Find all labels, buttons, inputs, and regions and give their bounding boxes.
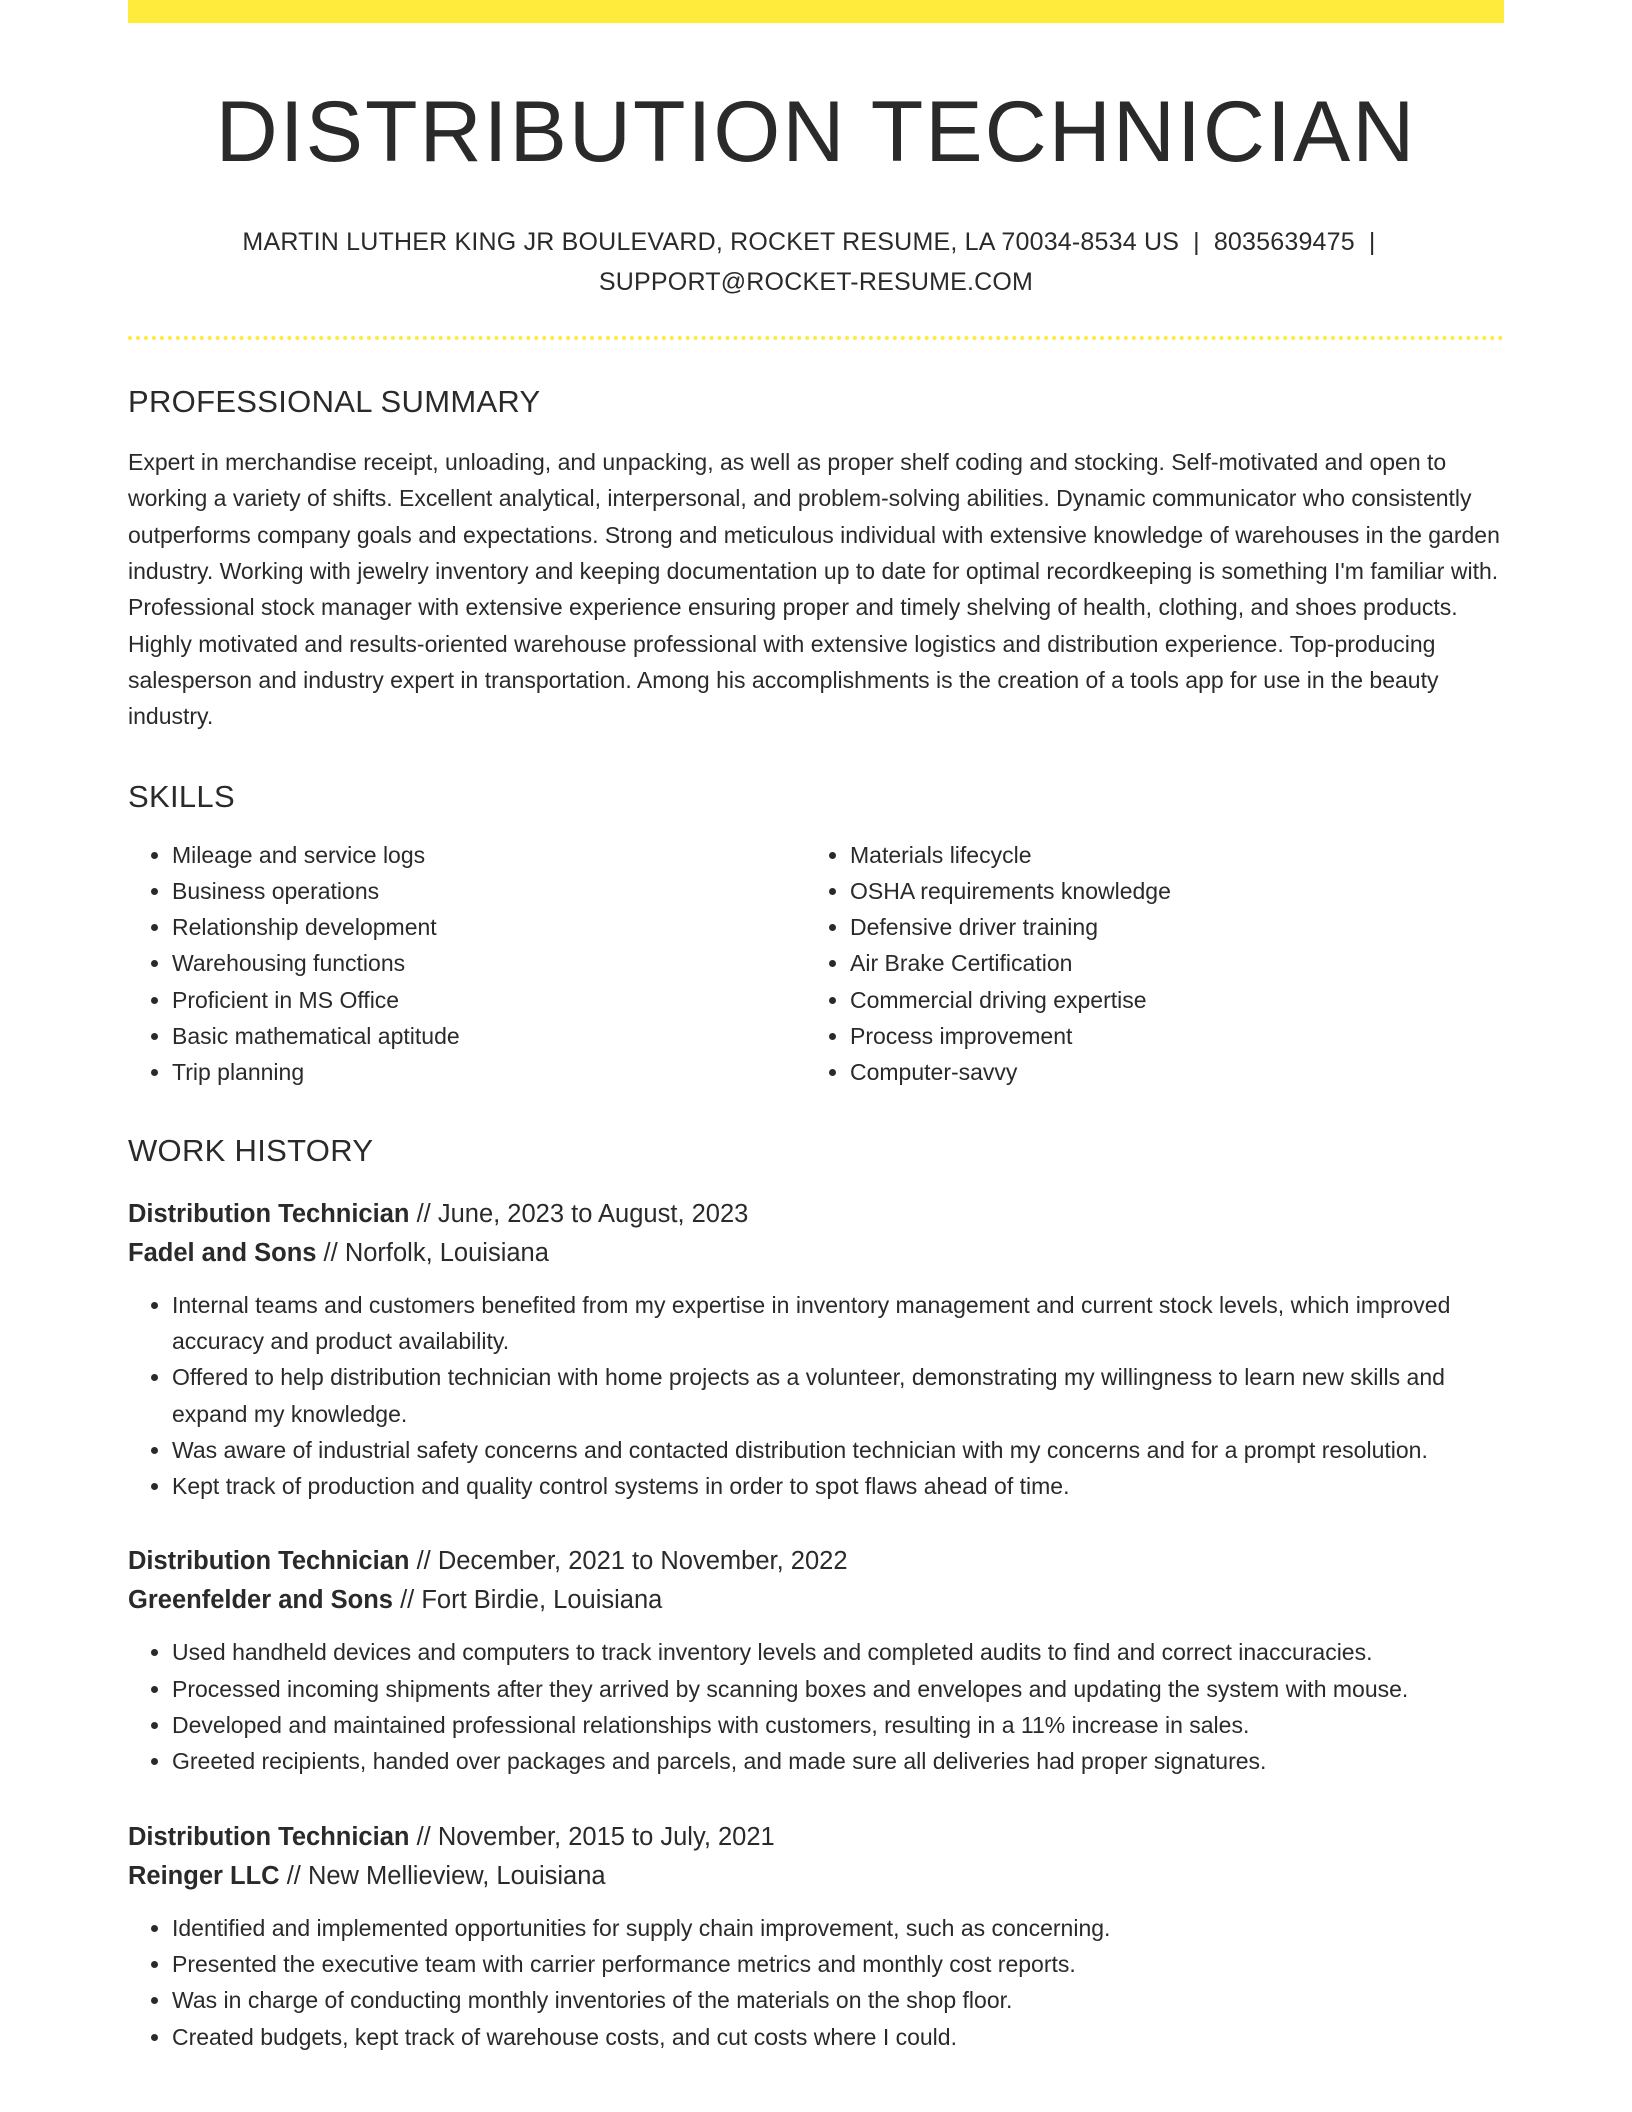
contact-separator: |	[1193, 228, 1200, 257]
job-bullets	[128, 1634, 1504, 1779]
job-bullet: • Created budgets, kept track of warehouse costs, and cut costs where I could.	[172, 2019, 1504, 2055]
job-bullet: • Was in charge of conducting monthly inventories of the materials on the shop floor.	[172, 1982, 1504, 2018]
job-bullet: • Presented the executive team with carrier performance metrics and monthly cost reports.	[172, 1946, 1504, 1982]
work-history-list	[128, 1195, 1504, 2055]
job-entry	[128, 1195, 1504, 1505]
job-separator: //	[416, 1822, 431, 1851]
skill-item: • Computer-savvy	[850, 1054, 1484, 1090]
job-separator: //	[416, 1547, 431, 1576]
job-bullet: • Offered to help distribution technician with home projects as a volunteer, demonstrating my willingness to learn new skills and expand my knowledge.	[172, 1359, 1504, 1432]
contact-email[interactable]: SUPPORT@ROCKET-RESUME.COM	[598, 268, 1034, 297]
job-company-line	[128, 1857, 1504, 1896]
job-location: Fort Birdie, Louisiana	[421, 1586, 663, 1615]
job-separator: //	[323, 1238, 338, 1267]
job-bullet: • Greeted recipients, handed over packages and parcels, and made sure all deliveries had proper signatures.	[172, 1743, 1504, 1779]
job-separator: //	[400, 1586, 415, 1615]
skills-columns	[128, 837, 1504, 1091]
skill-item: • Defensive driver training	[850, 909, 1484, 945]
summary-text: Expert in merchandise receipt, unloading, and unpacking, as well as proper shelf coding and stocking. Self-motivated and open to working a variety of shifts. Excellent analytical, interpersonal, and problem-solving abilities. Dynamic communicator who consistently outperforms company goals and expectations. Strong and meticulous individual with extensive knowledge of warehouses in the garden industry. Working with jewelry inventory and keeping documentation up to date for optimal recordkeeping is something I'm familiar with. Professional stock manager with extensive experience ensuring proper and timely shelving of health, clothing, and shoes products. Highly motivated and results-oriented warehouse professional with extensive logistics and distribution experience. Top-producing salesperson and industry expert in transportation. Among his accomplishments is the creation of a tools app for use in the beauty industry.	[128, 449, 1500, 730]
job-title-line	[128, 1195, 1504, 1234]
skill-item: • Trip planning	[172, 1054, 806, 1090]
job-title-line	[128, 1542, 1504, 1581]
job-company-line	[128, 1581, 1504, 1620]
job-dates: June, 2023 to August, 2023	[437, 1199, 749, 1228]
job-role: Distribution Technician	[128, 1547, 410, 1576]
job-bullet: • Kept track of production and quality control systems in order to spot flaws ahead of time.	[172, 1468, 1504, 1504]
contact-address: MARTIN LUTHER KING JR BOULEVARD, ROCKET RESUME, LA 70034-8534 US	[242, 228, 1180, 257]
resume-title: DISTRIBUTION TECHNICIAN	[215, 84, 1417, 180]
job-title-line	[128, 1818, 1504, 1857]
dotted-divider	[128, 336, 1504, 340]
job-company: Fadel and Sons	[128, 1238, 317, 1267]
job-bullets	[128, 1287, 1504, 1505]
job-separator: //	[286, 1861, 301, 1890]
job-dates: November, 2015 to July, 2021	[437, 1822, 775, 1851]
job-bullet: • Developed and maintained professional relationships with customers, resulting in a 11% increase in sales.	[172, 1707, 1504, 1743]
job-entry	[128, 1542, 1504, 1779]
job-separator: //	[416, 1199, 431, 1228]
job-bullet: • Identified and implemented opportunities for supply chain improvement, such as concerning.	[172, 1910, 1504, 1946]
job-entry	[128, 1818, 1504, 2055]
job-dates: December, 2021 to November, 2022	[437, 1547, 848, 1576]
skill-item: • Process improvement	[850, 1018, 1484, 1054]
job-company-line	[128, 1234, 1504, 1273]
contact-separator: |	[1368, 228, 1376, 257]
summary-heading: PROFESSIONAL SUMMARY	[128, 384, 541, 420]
job-role: Distribution Technician	[128, 1822, 410, 1851]
job-location: Norfolk, Louisiana	[344, 1238, 549, 1267]
job-bullet: • Internal teams and customers benefited from my expertise in inventory management and current stock levels, which improved accuracy and product availability.	[172, 1287, 1504, 1360]
skill-item: • Relationship development	[172, 909, 806, 945]
skill-item: • Warehousing functions	[172, 945, 806, 981]
job-bullet: • Was aware of industrial safety concerns and contacted distribution technician with my concerns and for a prompt resolution.	[172, 1432, 1504, 1468]
skill-item: • Proficient in MS Office	[172, 982, 806, 1018]
job-bullets	[128, 1910, 1504, 2055]
job-company: Reinger LLC	[128, 1861, 280, 1890]
skill-item: • Commercial driving expertise	[850, 982, 1484, 1018]
skills-list-left	[128, 837, 806, 1091]
work-history-heading: WORK HISTORY	[128, 1132, 374, 1168]
job-bullet: • Used handheld devices and computers to track inventory levels and completed audits to find and correct inaccuracies.	[172, 1634, 1504, 1670]
job-company: Greenfelder and Sons	[128, 1586, 393, 1615]
job-bullet: • Processed incoming shipments after they arrived by scanning boxes and envelopes and updating the system with mouse.	[172, 1671, 1504, 1707]
top-accent-bar	[128, 0, 1504, 23]
skill-item: • Basic mathematical aptitude	[172, 1018, 806, 1054]
skill-item: • Materials lifecycle	[850, 837, 1484, 873]
skill-item: • Mileage and service logs	[172, 837, 806, 873]
skill-item: • Business operations	[172, 873, 806, 909]
skills-list-right	[806, 837, 1484, 1091]
job-location: New Mellieview, Louisiana	[307, 1861, 606, 1890]
skill-item: • Air Brake Certification	[850, 945, 1484, 981]
contact-phone: 8035639475	[1213, 228, 1355, 257]
resume-page	[128, 0, 1504, 2055]
skill-item: • OSHA requirements knowledge	[850, 873, 1484, 909]
contact-info	[128, 222, 1504, 302]
skills-heading: SKILLS	[128, 778, 235, 814]
job-role: Distribution Technician	[128, 1199, 410, 1228]
